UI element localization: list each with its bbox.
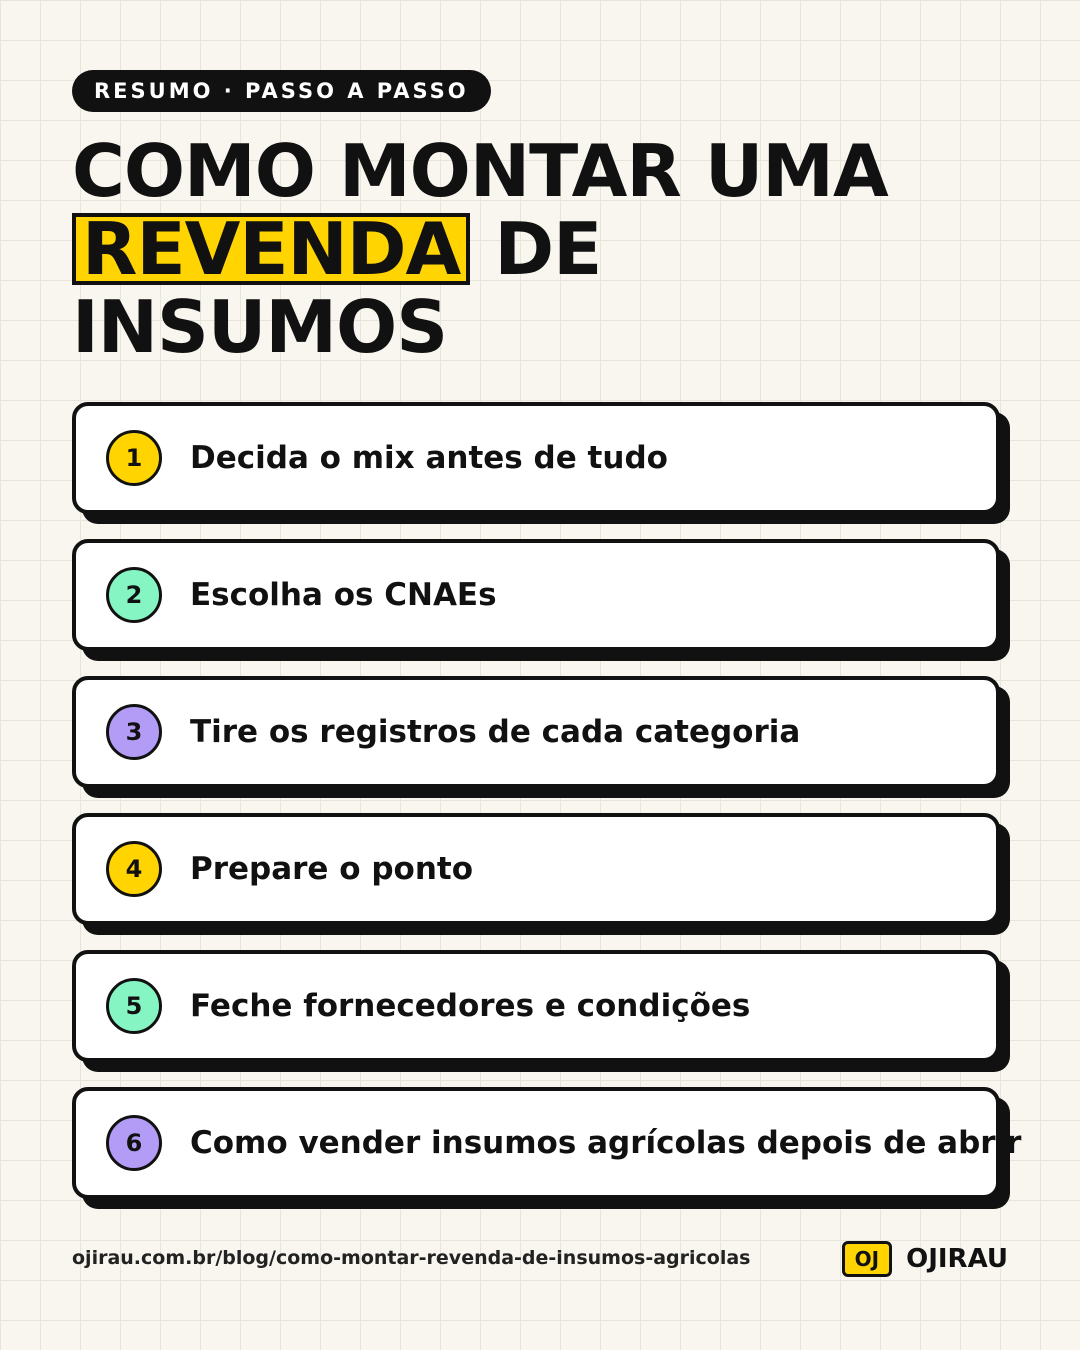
step-label: Como vender insumos agrícolas depois de abrir	[190, 1125, 1022, 1161]
title-highlight: REVENDA	[72, 213, 470, 285]
title-line-1: COMO MONTAR UMA	[72, 129, 888, 213]
title-line-2	[72, 207, 1032, 291]
step-label: Escolha os CNAEs	[190, 577, 497, 613]
step-label: Prepare o ponto	[190, 851, 474, 887]
step-number-badge: 4	[106, 841, 162, 897]
step-number-badge: 2	[106, 567, 162, 623]
step-label: Tire os registros de cada categoria	[190, 714, 801, 750]
brand-badge: OJ	[842, 1241, 892, 1277]
step-label: Feche fornecedores e condições	[190, 988, 751, 1024]
step-card-4	[72, 813, 1000, 925]
brand-logo	[842, 1240, 1008, 1278]
step-card-2	[72, 539, 1000, 651]
step-card-6	[72, 1087, 1022, 1199]
source-url[interactable]: ojirau.com.br/blog/como-montar-revenda-de-insumos-agricolas	[72, 1247, 751, 1269]
steps-list	[72, 402, 1022, 1224]
step-number-badge: 3	[106, 704, 162, 760]
step-card-1	[72, 402, 1000, 514]
step-number-badge: 1	[106, 430, 162, 486]
title-line-2-rest: DE	[470, 207, 602, 291]
step-card-5	[72, 950, 1000, 1062]
step-label: Decida o mix antes de tudo	[190, 440, 668, 476]
page-title	[72, 129, 1032, 369]
step-number-badge: 6	[106, 1115, 162, 1171]
step-number-badge: 5	[106, 978, 162, 1034]
category-tag: RESUMO · PASSO A PASSO	[72, 70, 491, 112]
brand-name: OJIRAU	[906, 1244, 1008, 1274]
title-line-3: INSUMOS	[72, 285, 448, 369]
step-card-3	[72, 676, 1000, 788]
